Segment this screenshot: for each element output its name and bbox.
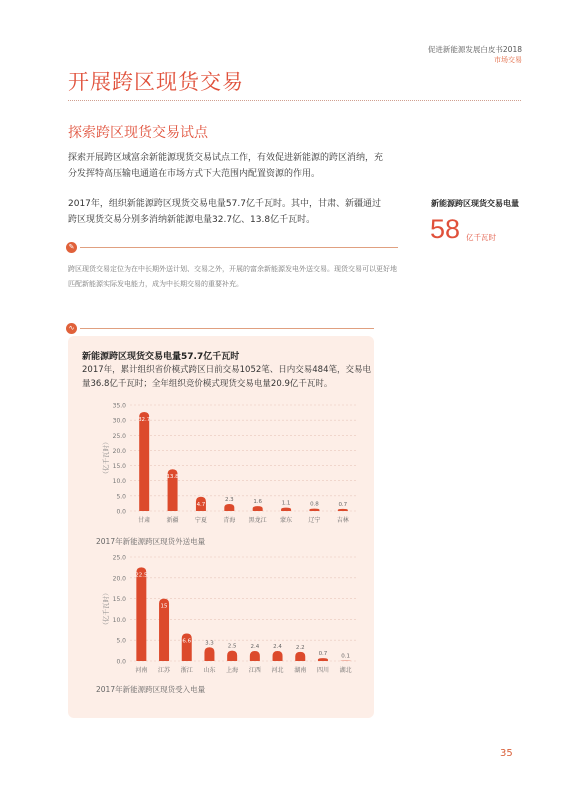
data-label: 4.7: [196, 501, 206, 508]
body-paragraph: 探索开展跨区域富余新能源现货交易试点工作，有效促进新能源的跨区消纳，充分发挥特高压输电通道在市场方式下大范围内配置资源的作用。: [68, 153, 384, 179]
data-label: 3.3: [205, 640, 214, 647]
y-tick-label: 15.0: [112, 596, 126, 604]
y-tick-label: 35.0: [112, 402, 126, 410]
section-heading: 探索跨区现货交易试点: [68, 125, 208, 141]
bar: [273, 651, 283, 661]
x-tick-label: 黑龙江: [248, 517, 267, 524]
panel-description: 2017年，累计组织省价模式跨区日前交易1052笔、日内交易484笔，交易电量36.8亿千瓦时；全年组织竞价模式现货交易电量20.9亿千瓦时。: [82, 365, 371, 389]
bar: [250, 651, 260, 661]
y-tick-label: 10.0: [112, 478, 126, 486]
x-tick-label: 浙江: [180, 667, 193, 674]
bar: [204, 647, 214, 661]
x-tick-label: 江苏: [158, 667, 171, 674]
x-tick-label: 四川: [316, 667, 329, 674]
data-label: 22.5: [135, 572, 148, 579]
x-tick-label: 湖北: [339, 667, 352, 674]
y-tick-label: 20.0: [112, 575, 126, 583]
data-label: 2.3: [224, 497, 234, 504]
x-tick-label: 江西: [248, 667, 261, 674]
x-tick-label: 河南: [135, 667, 148, 674]
x-tick-label: 辽宁: [308, 517, 321, 524]
data-label: 0.7: [318, 651, 328, 658]
note-icon: ✎: [66, 242, 77, 253]
x-tick-label: 山东: [203, 667, 216, 674]
body-paragraph: 2017年，组织新能源跨区现货交易电量57.7亿千瓦时。其中，甘肃、新疆通过跨区现货交易分别多消纳新能源电量32.7亿、13.8亿千瓦时。: [68, 199, 381, 225]
x-tick-label: 吉林: [336, 517, 349, 524]
y-axis-label: （亿千瓦时）: [102, 589, 110, 629]
data-label: 2.2: [295, 644, 305, 651]
x-tick-label: 河北: [271, 667, 284, 674]
data-label: 1.1: [281, 500, 291, 507]
page-title: 开展跨区现货交易: [68, 70, 244, 94]
data-label: 1.6: [253, 499, 263, 506]
bar: [295, 652, 305, 661]
y-axis-label: （亿千瓦时）: [102, 438, 110, 478]
x-tick-label: 青海: [223, 517, 236, 524]
chart-pulse-icon: ∿: [66, 323, 77, 334]
data-label: 2.5: [227, 643, 237, 650]
header-section-name: 市场交易: [494, 56, 522, 64]
data-label: 0.8: [310, 501, 319, 508]
page-number: 35: [500, 748, 513, 759]
y-tick-label: 5.0: [116, 637, 126, 645]
x-tick-label: 新疆: [166, 517, 179, 524]
y-tick-label: 30.0: [112, 417, 126, 425]
chart-caption: 2017年新能源跨区现货受入电量: [96, 685, 206, 694]
y-tick-label: 25.0: [112, 432, 126, 440]
data-label: 0.1: [341, 653, 351, 660]
panel-title: 新能源跨区现货交易电量57.7亿千瓦时: [82, 352, 240, 362]
y-tick-label: 5.0: [116, 493, 126, 501]
callout-unit: 亿千瓦时: [466, 233, 496, 242]
y-tick-label: 0.0: [116, 658, 126, 666]
chart-caption: 2017年新能源跨区现货外送电量: [96, 537, 206, 546]
note-text: 跨区现货交易定位为在中长期外送计划、交易之外，开展的富余新能源发电外送交易。现货交易可以更好地匹配新能源实际发电能力，成为中长期交易的重要补充。: [68, 265, 397, 288]
data-label: 13.8: [166, 474, 179, 481]
callout-label: 新能源跨区现货交易电量: [431, 199, 519, 208]
callout-value: 58: [430, 214, 461, 244]
data-label: 2.4: [250, 644, 260, 651]
y-tick-label: 15.0: [112, 463, 126, 471]
x-tick-label: 甘肃: [138, 517, 151, 524]
y-tick-label: 25.0: [112, 554, 126, 562]
y-tick-label: 10.0: [112, 616, 126, 624]
data-label: 2.4: [273, 644, 282, 651]
x-tick-label: 湖南: [294, 667, 307, 674]
x-tick-label: 宁夏: [194, 517, 207, 524]
header-doc-title: 促进新能源发展白皮书2018: [427, 45, 522, 54]
bar: [318, 658, 328, 661]
data-label: 32.7: [138, 416, 151, 423]
y-tick-label: 20.0: [112, 447, 126, 455]
data-label: 6.6: [182, 638, 192, 645]
bar: [136, 567, 146, 661]
data-label: 0.7: [338, 501, 348, 508]
bar: [227, 651, 237, 661]
y-tick-label: 0.0: [116, 508, 126, 516]
x-tick-label: 上海: [226, 667, 239, 674]
data-label: 15: [160, 603, 168, 610]
x-tick-label: 蒙东: [280, 517, 293, 524]
